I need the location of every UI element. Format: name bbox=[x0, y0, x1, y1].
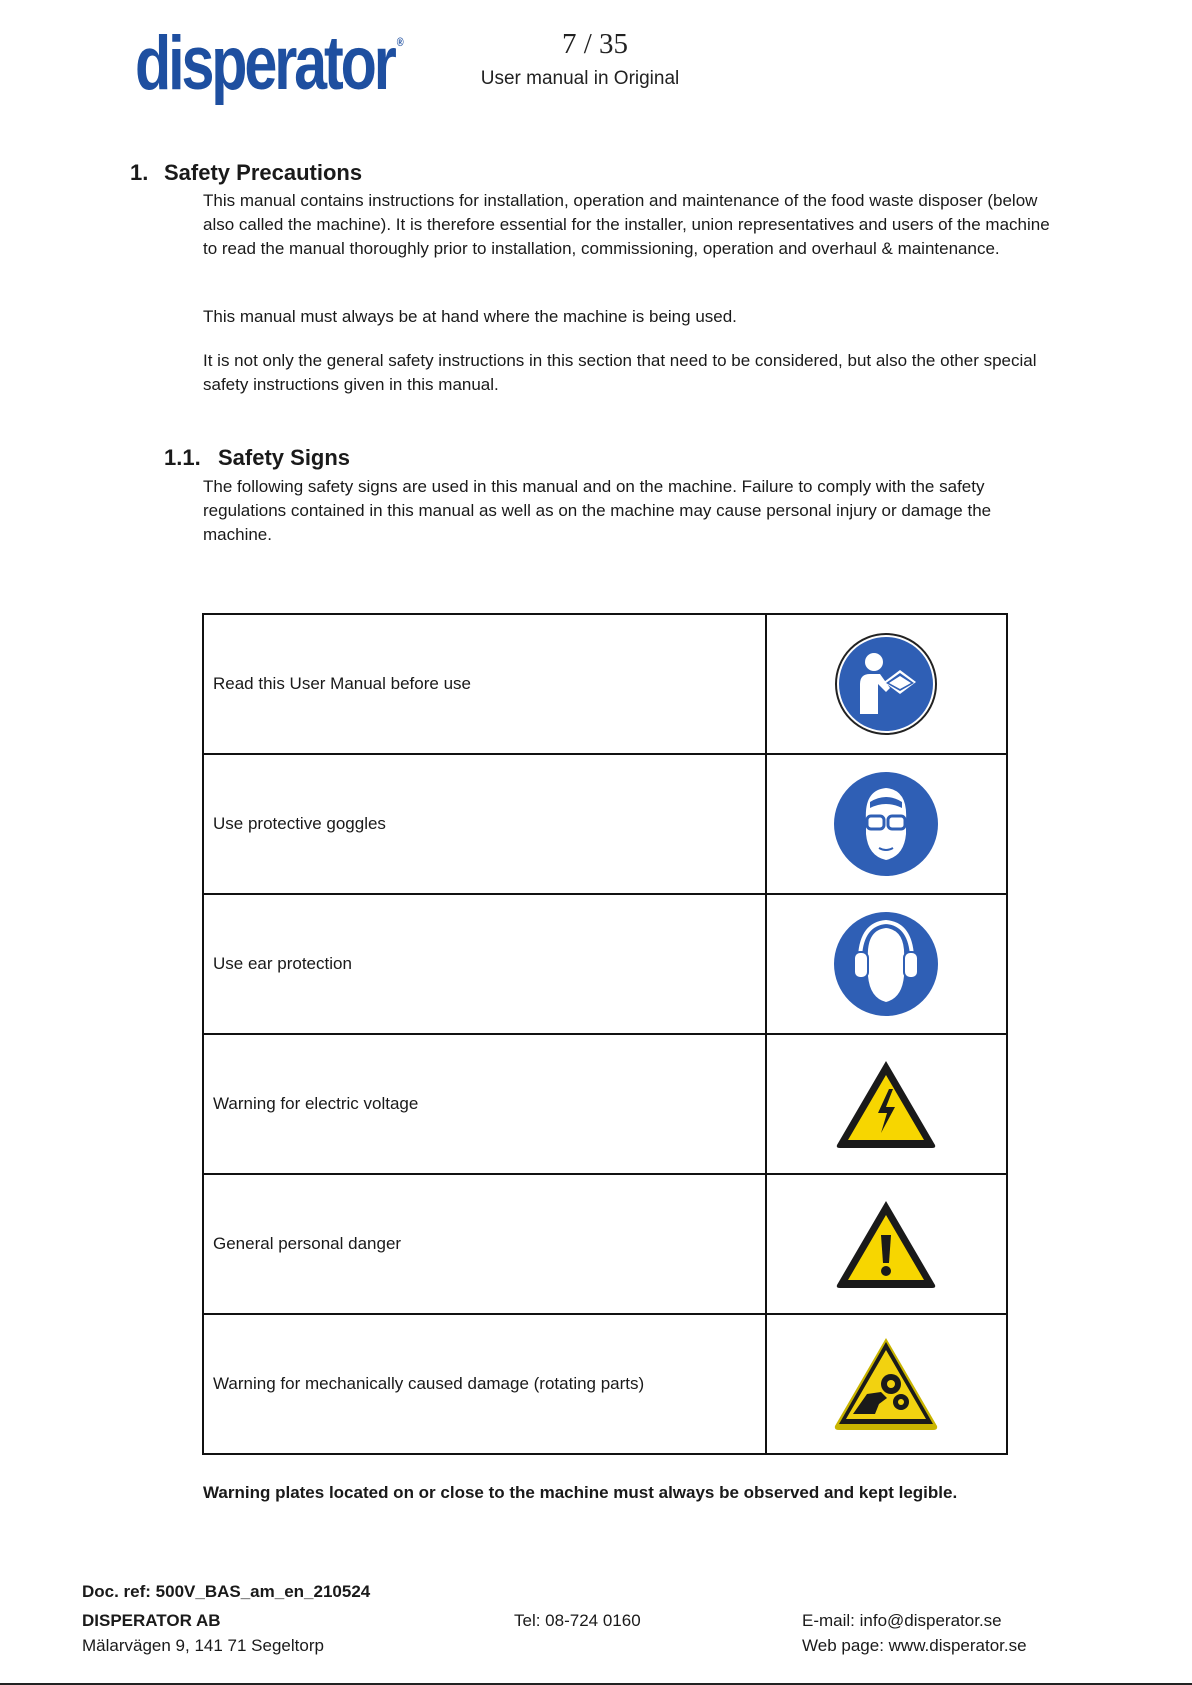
logo-text: disperator bbox=[135, 21, 394, 106]
intro-paragraph: This manual contains instructions for installation, operation and maintenance of the food waste disposer (below also called the machine). It is therefore essential for the installer, union representatives and users of the machine to read the manual thoroughly prior to installation, commissioning, operation and overhaul & maintenance. bbox=[203, 191, 1050, 258]
web-page: Web page: www.disperator.se bbox=[802, 1636, 1027, 1655]
manual-title: User manual in Original bbox=[480, 68, 680, 89]
sign-icon-cell bbox=[766, 1314, 1007, 1454]
telephone: Tel: 08-724 0160 bbox=[514, 1611, 641, 1630]
table-row bbox=[203, 754, 1007, 894]
disperator-logo bbox=[135, 21, 404, 106]
rotating-parts-warning-icon bbox=[831, 1334, 941, 1434]
table-row bbox=[203, 894, 1007, 1034]
registered-mark: ® bbox=[396, 35, 404, 49]
table-row bbox=[203, 1034, 1007, 1174]
page-number: 7 / 35 bbox=[561, 28, 629, 60]
sign-icon-cell bbox=[766, 894, 1007, 1034]
safety-signs-table bbox=[202, 613, 1008, 1455]
section-title: Safety Precautions bbox=[164, 160, 363, 185]
sign-icon-cell bbox=[766, 614, 1007, 754]
table-row bbox=[203, 1314, 1007, 1454]
company-address: Mälarvägen 9, 141 71 Segeltorp bbox=[82, 1636, 324, 1655]
sign-icon-cell bbox=[766, 754, 1007, 894]
sign-icon-cell bbox=[766, 1174, 1007, 1314]
general-danger-icon bbox=[833, 1197, 939, 1291]
company-name: DISPERATOR AB bbox=[82, 1611, 221, 1630]
sign-label: Warning for mechanically caused damage (rotating parts) bbox=[203, 1314, 766, 1454]
section-heading-safety-signs bbox=[164, 445, 350, 471]
manual-at-hand-paragraph: This manual must always be at hand where the machine is being used. bbox=[203, 307, 737, 326]
table-row bbox=[203, 614, 1007, 754]
warning-note: Warning plates located on or close to the machine must always be observed and kept legible. bbox=[203, 1483, 958, 1502]
table-row bbox=[203, 1174, 1007, 1314]
subsection-number: 1.1. bbox=[164, 445, 201, 470]
sign-label: Read this User Manual before use bbox=[203, 614, 766, 754]
special-instructions-paragraph: It is not only the general safety instructions in this section that need to be considered, but also the other special safety instructions given in this manual. bbox=[203, 351, 1037, 394]
doc-ref: Doc. ref: 500V_BAS_am_en_210524 bbox=[82, 1582, 371, 1601]
sign-label: General personal danger bbox=[203, 1174, 766, 1314]
read-manual-icon bbox=[834, 632, 938, 736]
sign-label: Warning for electric voltage bbox=[203, 1034, 766, 1174]
sign-icon-cell bbox=[766, 1034, 1007, 1174]
section-number: 1. bbox=[130, 160, 149, 185]
ear-protection-icon bbox=[834, 912, 938, 1016]
goggles-icon bbox=[834, 772, 938, 876]
sign-label: Use ear protection bbox=[203, 894, 766, 1034]
electric-voltage-warning-icon bbox=[833, 1057, 939, 1151]
sign-label: Use protective goggles bbox=[203, 754, 766, 894]
email-address: E-mail: info@disperator.se bbox=[802, 1611, 1002, 1630]
safety-signs-paragraph: The following safety signs are used in this manual and on the machine. Failure to comply with the safety regulations contained in this manual as well as on the machine may cause personal injury or damage the machine. bbox=[203, 477, 992, 544]
section-heading-safety-precautions bbox=[130, 160, 362, 186]
subsection-title: Safety Signs bbox=[218, 445, 351, 470]
